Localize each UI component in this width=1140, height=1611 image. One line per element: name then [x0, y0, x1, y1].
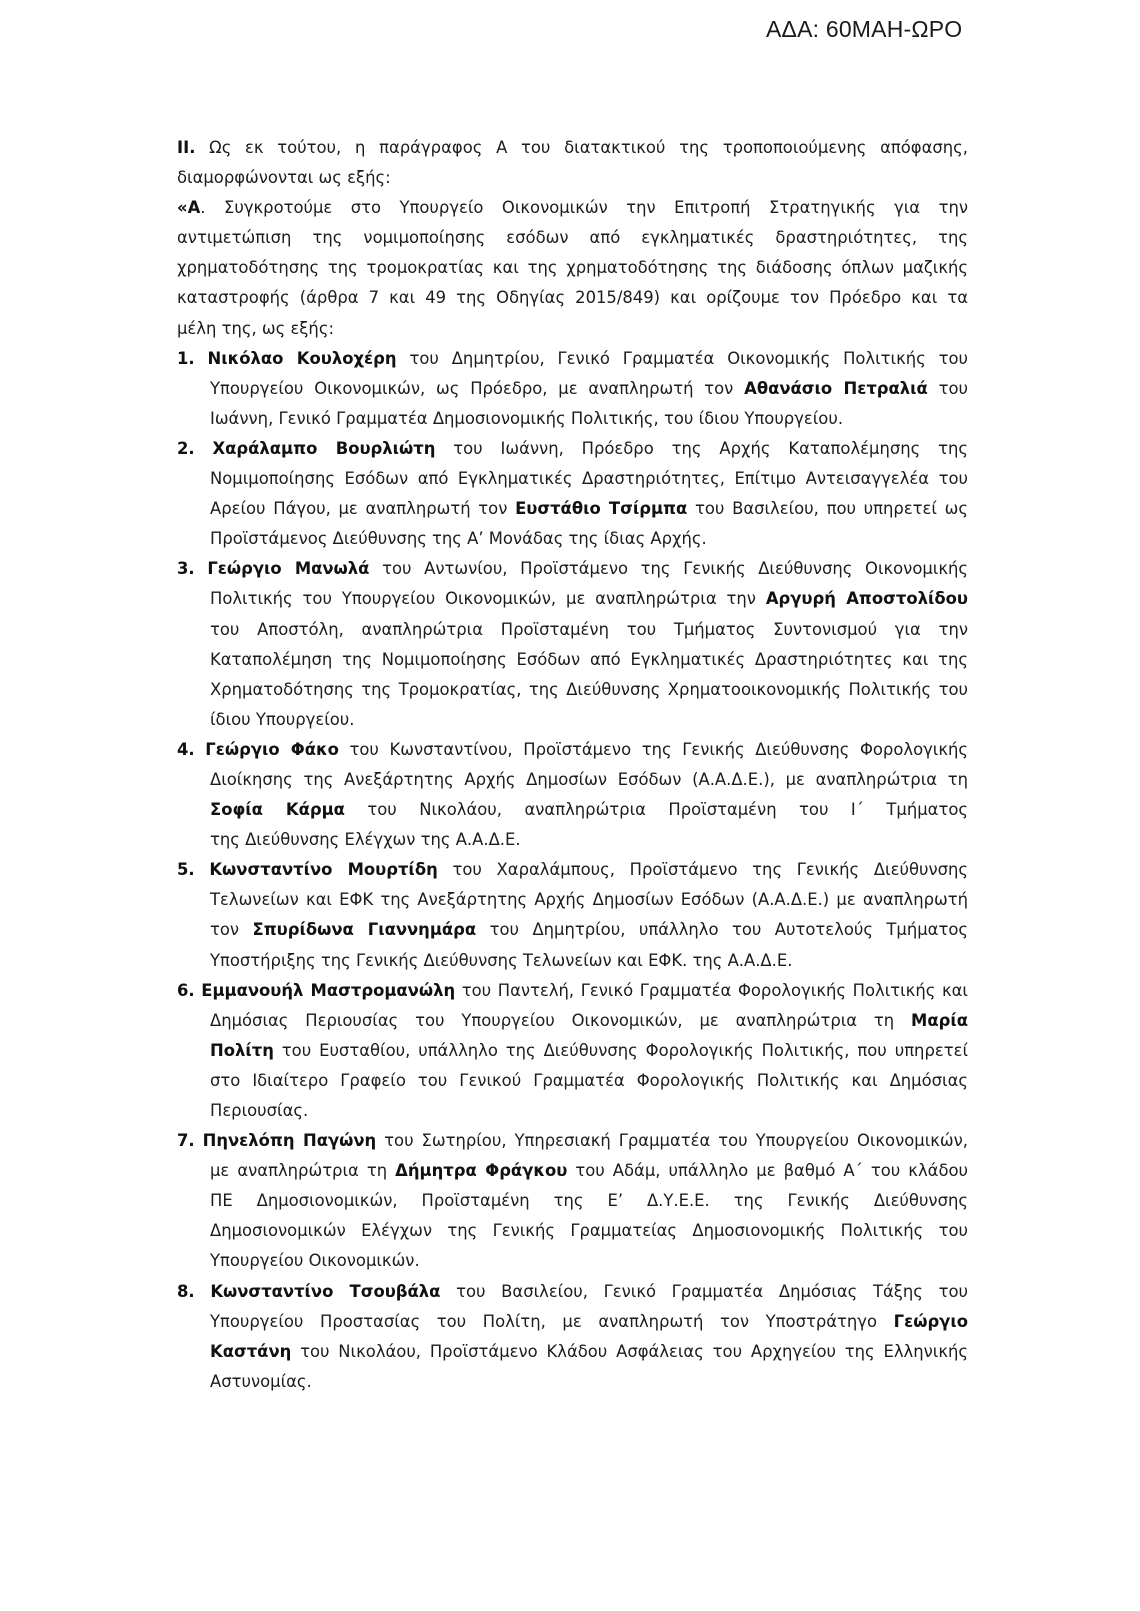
item-number: 2. [177, 438, 195, 458]
item-number: 7. [177, 1131, 195, 1151]
document-body [177, 133, 968, 1397]
item-number: 6. [177, 980, 195, 1000]
deputy-name: Δήμητρα Φράγκου [395, 1161, 568, 1181]
member-item-8: 8. Κωνσταντίνο Τσουβάλα του Βασιλείου, Γενικό Γραμματέα Δημόσιας Τάξης του Υπουργείου Προστασίας του Πολίτη, με αναπληρωτή τον Υποστράτηγο Γεώργιο Καστάνη του Νικολάου, Προϊστάμενο Κλάδου Ασφάλειας του Αρχηγείου της Ελληνικής Αστυνομίας. [177, 1281, 968, 1391]
member-item-1: 1. Νικόλαο Κουλοχέρη του Δημητρίου, Γενικό Γραμματέα Οικονομικής Πολιτικής του Υπουργείου Οικονομικών, ως Πρόεδρο, με αναπληρωτή τον Αθανάσιο Πετραλιά του Ιωάννη, Γενικό Γραμματέα Δημοσιονομικής Πολιτικής, του ίδιου Υπουργείου. [177, 348, 969, 428]
member-item-6: 6. Εμμανουήλ Μαστρομανώλη του Παντελή, Γενικό Γραμματέα Φορολογικής Πολιτικής και Δημόσιας Περιουσίας του Υπουργείου Οικονομικών, με αναπληρώτρια τη Μαρία Πολίτη του Ευσταθίου, υπάλληλο της Διεύθυνσης Φορολογικής Πολιτικής, που υπηρετεί στο Ιδιαίτερο Γραφείο του Γενικού Γραμματέα Φορολογικής Πολιτικής και Δημόσιας Περιουσίας. [177, 980, 968, 1120]
member-name: Εμμανουήλ Μαστρομανώλη [201, 980, 456, 1000]
intro-line-3: «Α. Συγκροτούμε στο Υπουργείο Οικονομικών την Επιτροπή Στρατηγικής για την [177, 198, 968, 218]
item-number: 5. [177, 860, 195, 880]
member-item-3: 3. Γεώργιο Μανωλά του Αντωνίου, Προϊστάμενο της Γενικής Διεύθυνσης Οικονομικής Πολιτικής του Υπουργείου Οικονομικών, με αναπληρώτρια την Αργυρή Αποστολίδου του Αποστόλη, αναπληρώτρια Προϊσταμένη του Τμήματος Συντονισμού για την Καταπολέμηση της Νομιμοποίησης Εσόδων από Εγκληματικές Δραστηριότητες και της Χρηματοδότησης της Τρομοκρατίας, της Διεύθυνσης Χρηματοοικονομικής Πολιτικής του ίδιου Υπουργείου. [177, 559, 968, 729]
item-number: 3. [177, 559, 195, 579]
intro-line-1: II. Ως εκ τούτου, η παράγραφος Α του διατακτικού της τροποποιούμενης απόφασης, [177, 138, 968, 157]
item-number: 8. [177, 1281, 195, 1301]
intro-line-6: καταστροφής (άρθρα 7 και 49 της Οδηγίας 2015/849) και ορίζουμε τον Πρόεδρο και τα [177, 288, 968, 308]
paragraph-label: «Α [177, 198, 201, 218]
deputy-name: Ευστάθιο Τσίρμπα [515, 499, 688, 519]
intro-line-4: αντιμετώπιση της νομιμοποίησης εσόδων από εγκληματικές δραστηριότητες, της [177, 228, 968, 248]
deputy-name: Γεώργιο [893, 1311, 968, 1331]
member-item-7: 7. Πηνελόπη Παγώνη του Σωτηρίου, Υπηρεσιακή Γραμματέα του Υπουργείου Οικονομικών, με αναπληρώτρια τη Δήμητρα Φράγκου του Αδάμ, υπάλληλο με βαθμό Α΄ του κλάδου ΠΕ Δημοσιονομικών, Προϊσταμένη της Ε’ Δ.Υ.Ε.Ε. της Γενικής Διεύθυνσης Δημοσιονομικών Ελέγχων της Γενικής Γραμματείας Δημοσιονομικής Πολιτικής του Υπουργείου Οικονομικών. [177, 1131, 968, 1271]
member-name: Πηνελόπη Παγώνη [202, 1131, 377, 1151]
intro-line-5: χρηματοδότησης της τρομοκρατίας και της χρηματοδότησης της διάδοσης όπλων μαζικής [177, 258, 968, 278]
deputy-name: Μαρία [911, 1010, 968, 1030]
member-name: Κωνσταντίνο Τσουβάλα [210, 1281, 441, 1301]
member-item-2: 2. Χαράλαμπο Βουρλιώτη του Ιωάννη, Πρόεδρο της Αρχής Καταπολέμησης της Νομιμοποίησης Εσόδων από Εγκληματικές Δραστηριότητες, Επίτιμο Αντεισαγγελέα του Αρείου Πάγου, με αναπληρωτή τον Ευστάθιο Τσίρμπα του Βασιλείου, που υπηρετεί ως Προϊστάμενος Διεύθυνσης της Α’ Μονάδας της ίδιας Αρχής. [177, 438, 968, 549]
member-name: Γεώργιο Φάκο [205, 739, 339, 759]
section-number: II. [177, 138, 196, 157]
member-name: Νικόλαο Κουλοχέρη [207, 348, 397, 368]
item-number: 4. [177, 739, 195, 759]
deputy-name-cont: Καστάνη [210, 1341, 292, 1361]
member-item-4: 4. Γεώργιο Φάκο του Κωνσταντίνου, Προϊστάμενο της Γενικής Διεύθυνσης Φορολογικής Διοίκησης της Ανεξάρτητης Αρχής Δημοσίων Εσόδων (Α.Α.Δ.Ε.), με αναπληρώτρια τη Σοφία Κάρμα του Νικολάου, αναπληρώτρια Προϊσταμένη του Ι΄ Τμήματος της Διεύθυνσης Ελέγχων της Α.Α.Δ.Ε. [177, 739, 969, 850]
ada-code: ΑΔΑ: 60ΜΑΗ-ΩΡΟ [766, 16, 963, 42]
deputy-name-cont: Πολίτη [210, 1040, 274, 1060]
deputy-name: Σοφία Κάρμα [210, 800, 345, 820]
member-name: Χαράλαμπο Βουρλιώτη [212, 438, 436, 458]
deputy-name: Σπυρίδωνα Γιαννημάρα [252, 920, 477, 940]
member-name: Κωνσταντίνο Μουρτίδη [209, 860, 438, 880]
intro-line-2: διαμορφώνονται ως εξής: [177, 168, 391, 188]
item-number: 1. [177, 348, 195, 368]
member-name: Γεώργιο Μανωλά [207, 559, 370, 579]
member-item-5: 5. Κωνσταντίνο Μουρτίδη του Χαραλάμπους, Προϊστάμενο της Γενικής Διεύθυνσης Τελωνείων και ΕΦΚ της Ανεξάρτητης Αρχής Δημοσίων Εσόδων (Α.Α.Δ.Ε.) με αναπληρωτή τον Σπυρίδωνα Γιαννημάρα του Δημητρίου, υπάλληλο του Αυτοτελούς Τμήματος Υποστήριξης της Γενικής Διεύθυνσης Τελωνείων και ΕΦΚ. της Α.Α.Δ.Ε. [177, 860, 969, 970]
deputy-name: Αθανάσιο Πετραλιά [744, 378, 928, 398]
deputy-name: Αργυρή Αποστολίδου [765, 589, 968, 609]
intro-line-7: μέλη της, ως εξής: [177, 318, 334, 338]
